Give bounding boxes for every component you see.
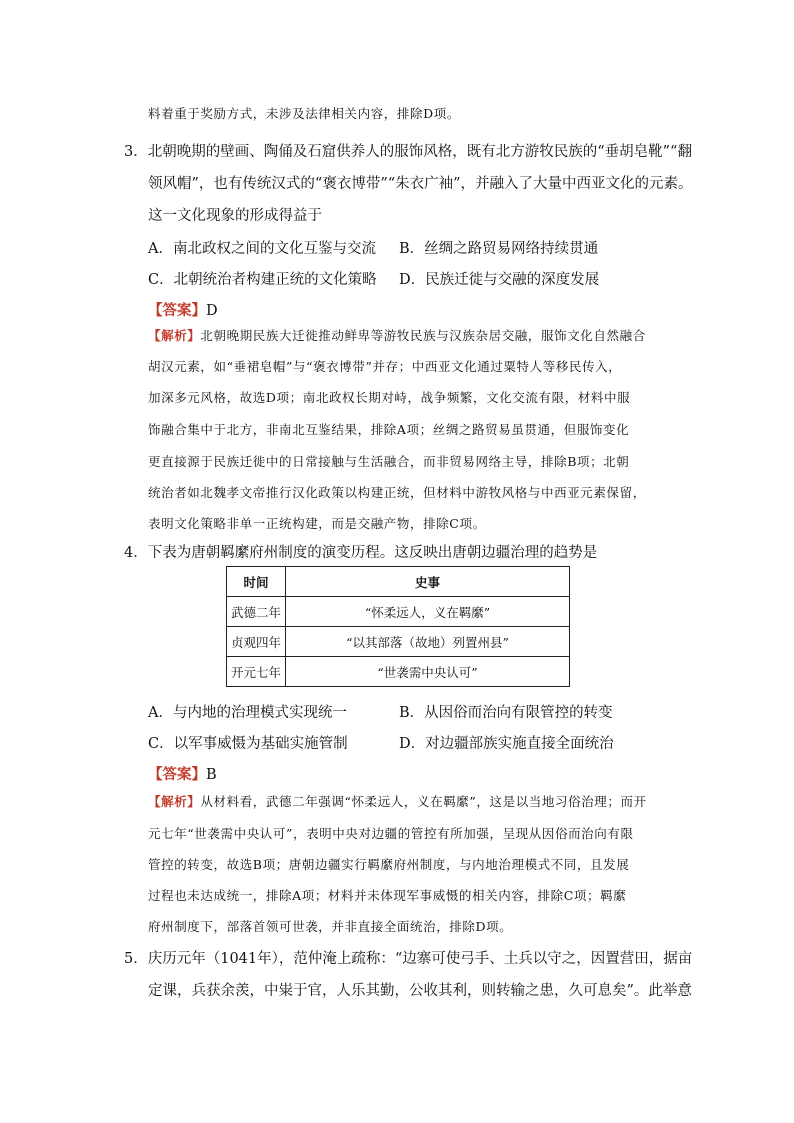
table-cell-time: 贞观四年 xyxy=(227,627,286,657)
question-3-option-d: D．民族迁徙与交融的深度发展 xyxy=(399,272,600,288)
answer-tag: 【答案】 xyxy=(148,302,206,319)
table-cell-event: “怀柔远人，义在羁縻” xyxy=(286,597,570,627)
table-row xyxy=(227,627,570,657)
question-3-answer xyxy=(148,299,218,320)
question-3-analysis-line-6: 统治者如北魏孝文帝推行汉化政策以构建正统，但材料中游牧风格与中西亚元素保留， xyxy=(148,485,646,500)
analysis-tag: 【解析】 xyxy=(148,328,201,343)
question-3-analysis-line-4: 饰融合集中于北方，非南北互鉴结果，排除A项；丝绸之路贸易虽贯通，但服饰变化 xyxy=(148,422,630,437)
question-4-stem-line-1: 4．下表为唐朝羁縻府州制度的演变历程。这反映出唐朝边疆治理的趋势是 xyxy=(124,541,597,562)
answer-value: B xyxy=(206,767,217,783)
question-4-answer xyxy=(148,763,217,784)
question-4-analysis-line-5: 府州制度下，部落首领可世袭，并非直接全面统治，排除D项。 xyxy=(148,919,513,934)
table-row xyxy=(227,597,570,627)
question-3-analysis-line-1: 【解析】北朝晚期民族大迁徙推动鲜卑等游牧民族与汉族杂居交融，服饰文化自然融合 xyxy=(148,328,646,343)
question-3-analysis-line-2: 胡汉元素，如“垂裙皂帽”与“褒衣博带”并存；中西亚文化通过粟特人等移民传入， xyxy=(148,359,622,374)
table-header-row xyxy=(227,567,570,597)
question-4-analysis-line-1: 【解析】从材料看，武德二年强调“怀柔远人，义在羁縻”，这是以当地习俗治理；而开 xyxy=(148,794,647,809)
table-cell-time: 武德二年 xyxy=(227,597,286,627)
previous-analysis-continuation: 料着重于奖励方式，未涉及法律相关内容，排除D项。 xyxy=(148,106,460,121)
question-4-option-d: D．对边疆部族实施直接全面统治 xyxy=(399,736,614,752)
question-3-option-b: B．丝绸之路贸易网络持续贯通 xyxy=(399,241,599,257)
table-cell-time: 开元七年 xyxy=(227,657,286,687)
history-table xyxy=(226,566,570,687)
table-header-time: 时间 xyxy=(227,567,286,597)
question-5-stem-line-1: 5．庆历元年（1041年），范仲淹上疏称：“边寨可使弓手、土兵以守之，因置营田，据亩 xyxy=(124,947,692,968)
question-4-analysis-line-4: 过程也未达成统一，排除A项；材料并未体现军事威慑的相关内容，排除C项；羁縻 xyxy=(148,888,627,903)
question-3-analysis-line-7: 表明文化策略非单一正统构建，而是交融产物，排除C项。 xyxy=(148,516,486,531)
question-4-number: 4． xyxy=(124,545,148,561)
table-header-event: 史事 xyxy=(286,567,570,597)
table-row xyxy=(227,657,570,687)
question-4-option-b: B．从因俗而治向有限管控的转变 xyxy=(399,705,613,721)
question-3-stem-line-1: 3．北朝晚期的壁画、陶俑及石窟供养人的服饰风格，既有北方游牧民族的“垂胡皂靴”“翻 xyxy=(124,140,692,161)
answer-tag: 【答案】 xyxy=(148,766,206,783)
question-4-analysis-line-3: 管控的转变，故选B项；唐朝边疆实行羁縻府州制度，与内地治理模式不同，且发展 xyxy=(148,857,630,872)
question-5-number: 5． xyxy=(124,951,148,967)
question-4-analysis-line-2: 元七年“世袭需中央认可”，表明中央对边疆的管控有所加强，呈现从因俗而治向有限 xyxy=(148,826,634,841)
question-3-stem-line-2: 领风帽”，也有传统汉式的“褒衣博带”“朱衣广袖”，并融入了大量中西亚文化的元素。 xyxy=(148,176,693,192)
question-3-option-c: C．北朝统治者构建正统的文化策略 xyxy=(148,272,377,288)
answer-value: D xyxy=(206,303,218,319)
question-4-option-c: C．以军事威慑为基础实施管制 xyxy=(148,736,348,752)
question-3-analysis-line-5: 更直接源于民族迁徙中的日常接触与生活融合，而非贸易网络主导，排除B项；北朝 xyxy=(148,454,630,469)
analysis-tag: 【解析】 xyxy=(148,794,201,809)
question-3-option-a: A．南北政权之间的文化互鉴与交流 xyxy=(148,241,376,257)
table-cell-event: “世袭需中央认可” xyxy=(286,657,570,687)
table-cell-event: “以其部落（故地）列置州县” xyxy=(286,627,570,657)
question-3-stem-line-3: 这一文化现象的形成得益于 xyxy=(148,208,322,224)
question-4-option-a: A．与内地的治理模式实现统一 xyxy=(148,705,347,721)
question-3-analysis-line-3: 加深多元风格，故选D项；南北政权长期对峙，战争频繁，文化交流有限，材料中服 xyxy=(148,390,631,405)
question-5-stem-line-2: 定课，兵获余羡，中粜于官，人乐其勤，公收其利，则转输之患，久可息矣”。此举意 xyxy=(148,983,692,999)
question-3-number: 3． xyxy=(124,144,148,160)
